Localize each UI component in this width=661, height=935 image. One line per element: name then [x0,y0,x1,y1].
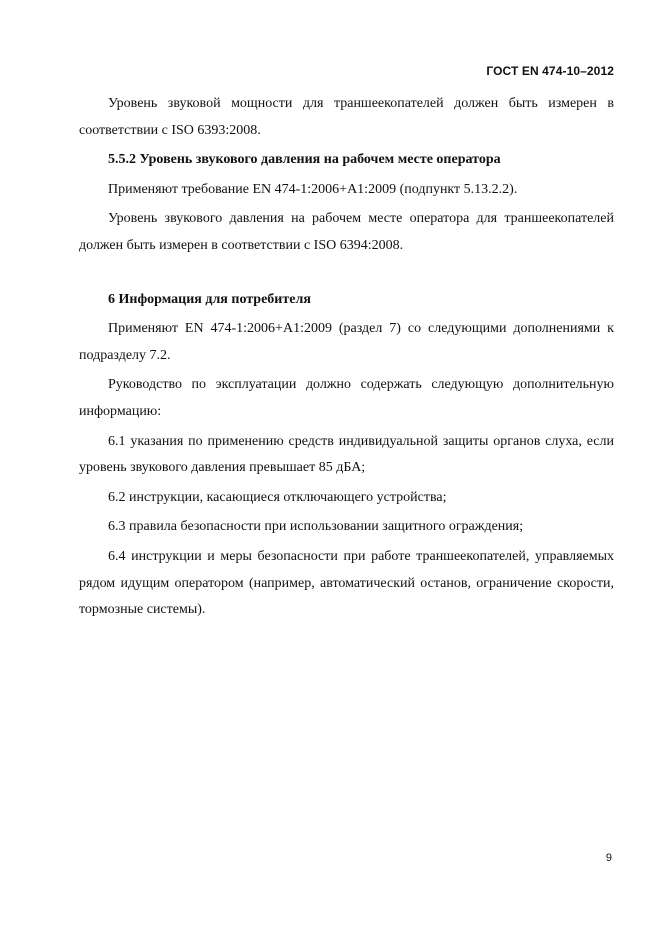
list-item-6-1: 6.1 указания по применению средств индивидуальной защиты органов слуха, если уровень звукового давления превышает 85 дБА; [79,433,614,476]
section-heading-6: 6 Информация для потребителя [108,291,311,307]
list-item-6-4: 6.4 инструкции и меры безопасности при работе траншеекопателей, управляемых рядом идущим оператором (например, автоматический останов, ограничение скорости, тормозные системы). [79,548,614,618]
list-item-6-3: 6.3 правила безопасности при использовании защитного ограждения; [108,519,524,535]
document-body [79,91,614,624]
paragraph-sound-pressure: Уровень звукового давления на рабочем месте оператора для траншеекопателей должен быть измерен в соответствии с ISO 6394:2008. [79,211,614,253]
paragraph-section-7-ref: Применяют EN 474-1:2006+A1:2009 (раздел 7) со следующими дополнениями к подразделу 7.2. [79,321,614,363]
list-item-6-2: 6.2 инструкции, касающиеся отключающего устройства; [108,489,447,505]
paragraph-requirement-ref: Применяют требование EN 474-1:2006+A1:2009 (подпункт 5.13.2.2). [108,181,518,197]
paragraph-manual-info: Руководство по эксплуатации должно содержать следующую дополнительную информацию: [79,377,614,419]
page-number: 9 [605,852,612,864]
section-heading-5-5-2: 5.5.2 Уровень звукового давления на рабочем месте оператора [108,152,501,168]
document-header: ГОСТ EN 474-10–2012 [486,64,614,78]
paragraph-sound-power: Уровень звуковой мощности для траншеекопателей должен быть измерен в соответствии с ISO 6393:2008. [79,96,614,138]
